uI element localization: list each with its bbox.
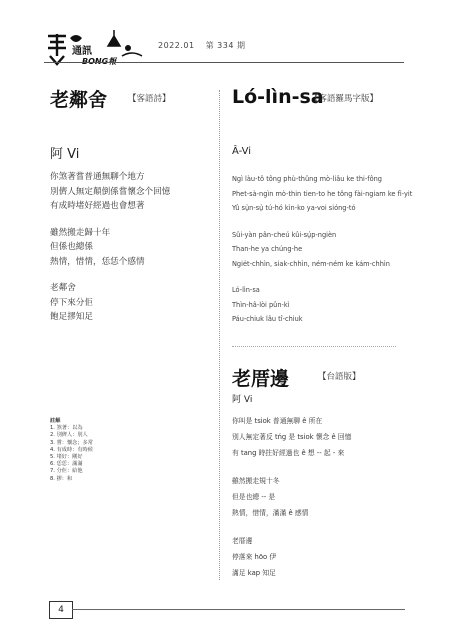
poem-title-romanized: Ló-lìn-sa (232, 86, 324, 108)
poem-body-taiwanese (232, 413, 351, 581)
poem-line: 有成時堵好經過也會想著 (50, 201, 145, 211)
poem-line: Thìn-hâ-lòi pûn-kì (232, 300, 290, 309)
poem-line: 滿足 kap 知足 (232, 569, 276, 577)
poem-line: 飽足摎知足 (50, 312, 93, 322)
svg-text:通訊: 通訊 (72, 46, 92, 57)
poem-line: Than-he ya chúng-he (232, 245, 303, 253)
poem-line: 你煞著嘗普通無聊个地方 (50, 172, 145, 182)
poem-body-romanized (232, 172, 412, 327)
poem-line: Sûi-yàn pân-cheú kûi-sṳ̍p-ngièn (232, 230, 337, 239)
poem-line: 你叫是 tsiok 普通無聊 ê 所在 (232, 417, 323, 425)
note-item: 8. 摎：和 (50, 475, 73, 482)
poem-line: 但係也總係 (50, 242, 93, 252)
poem-line: 雖然搬走規十冬 (232, 477, 280, 485)
poem-line: Ngie̍t-chhìn, siak-chhìn, ném-ném ke kám-chhìn (232, 259, 390, 268)
poem-tag-romanized: 【客語羅馬字版】 (310, 94, 379, 104)
poem-title-taiwanese: 老厝邊 (232, 368, 290, 390)
note-item: 7. 分佢：給他 (50, 468, 83, 475)
poem-tag-hakka: 【客語詩】 (128, 94, 171, 104)
header-rule (44, 62, 404, 63)
poem-body-hakka (50, 170, 170, 325)
poem-line: 停下來分佢 (50, 297, 93, 308)
poem-line: 熱情，惜情，恁恁个感情 (50, 256, 145, 267)
notes-title: 註解 (50, 418, 61, 424)
column-divider (219, 90, 220, 580)
poem-line: 老厝邊 (232, 537, 253, 545)
issue-date: 2022.01 (158, 41, 195, 50)
poem-line: 但是也總 -- 是 (232, 493, 276, 501)
footer-rule (72, 609, 405, 610)
note-item: 3. 嘗：懷念；多常 (50, 439, 93, 446)
page-number: 4 (49, 601, 73, 619)
poem-line: 有 tang 時拄好經過也 ê 想 -- 起 - 來 (232, 449, 345, 457)
poem-line: 老鄰舍 (50, 283, 76, 293)
note-item: 2. 別儕人：別人 (50, 432, 88, 439)
note-item: 6. 恁恁：滿滿 (50, 461, 83, 468)
issue-info (158, 40, 246, 51)
poem-line: Yû sṳ̀n-sṳ̀ tú-hó kìn-ko ya-voi sióng-tó (232, 204, 356, 212)
poem-line: 停落來 hōo 伊 (232, 553, 277, 561)
section-divider (232, 346, 396, 347)
notes-block (50, 418, 93, 483)
note-item: 1. 煞著：以為 (50, 425, 83, 432)
poem-line: Ngì làu-tô tông phù-thûng mò-liâu ke thi-fông (232, 175, 382, 183)
poem-line: 熱情，惜情，滿滿 ê 感情 (232, 509, 309, 517)
logo-mark (44, 26, 154, 70)
poem-line: Phet-sà-ngìn mò-thin tien-to he tông fài-ngiam ke fì-yit (232, 189, 413, 198)
note-item: 4. 有成時：有時候 (50, 446, 93, 453)
issue-number: 第 334 期 (205, 41, 246, 50)
poem-line: 雖然搬走歸十年 (50, 227, 111, 238)
poem-line: Ló-lìn-sa (232, 286, 260, 294)
poem-line: 別人無定著反 tńg 是 tsiok 懷念 ê 回憶 (232, 433, 352, 441)
poem-author-romanized: Â-Vi (232, 146, 252, 157)
magazine-logo (44, 26, 154, 70)
note-item: 5. 堵好：剛好 (50, 454, 83, 461)
poem-author-hakka: 阿 Vi (50, 147, 80, 162)
poem-tag-taiwanese: 【台語版】 (318, 372, 361, 382)
poem-line: Páu-chiuk lâu tî-chiuk (232, 315, 303, 323)
poem-title-hakka: 老鄰舍 (50, 89, 108, 111)
poem-line: 別儕人無定顛倒係嘗懷念个回憶 (50, 186, 171, 197)
poem-author-taiwanese: 阿 Vi (232, 395, 253, 405)
